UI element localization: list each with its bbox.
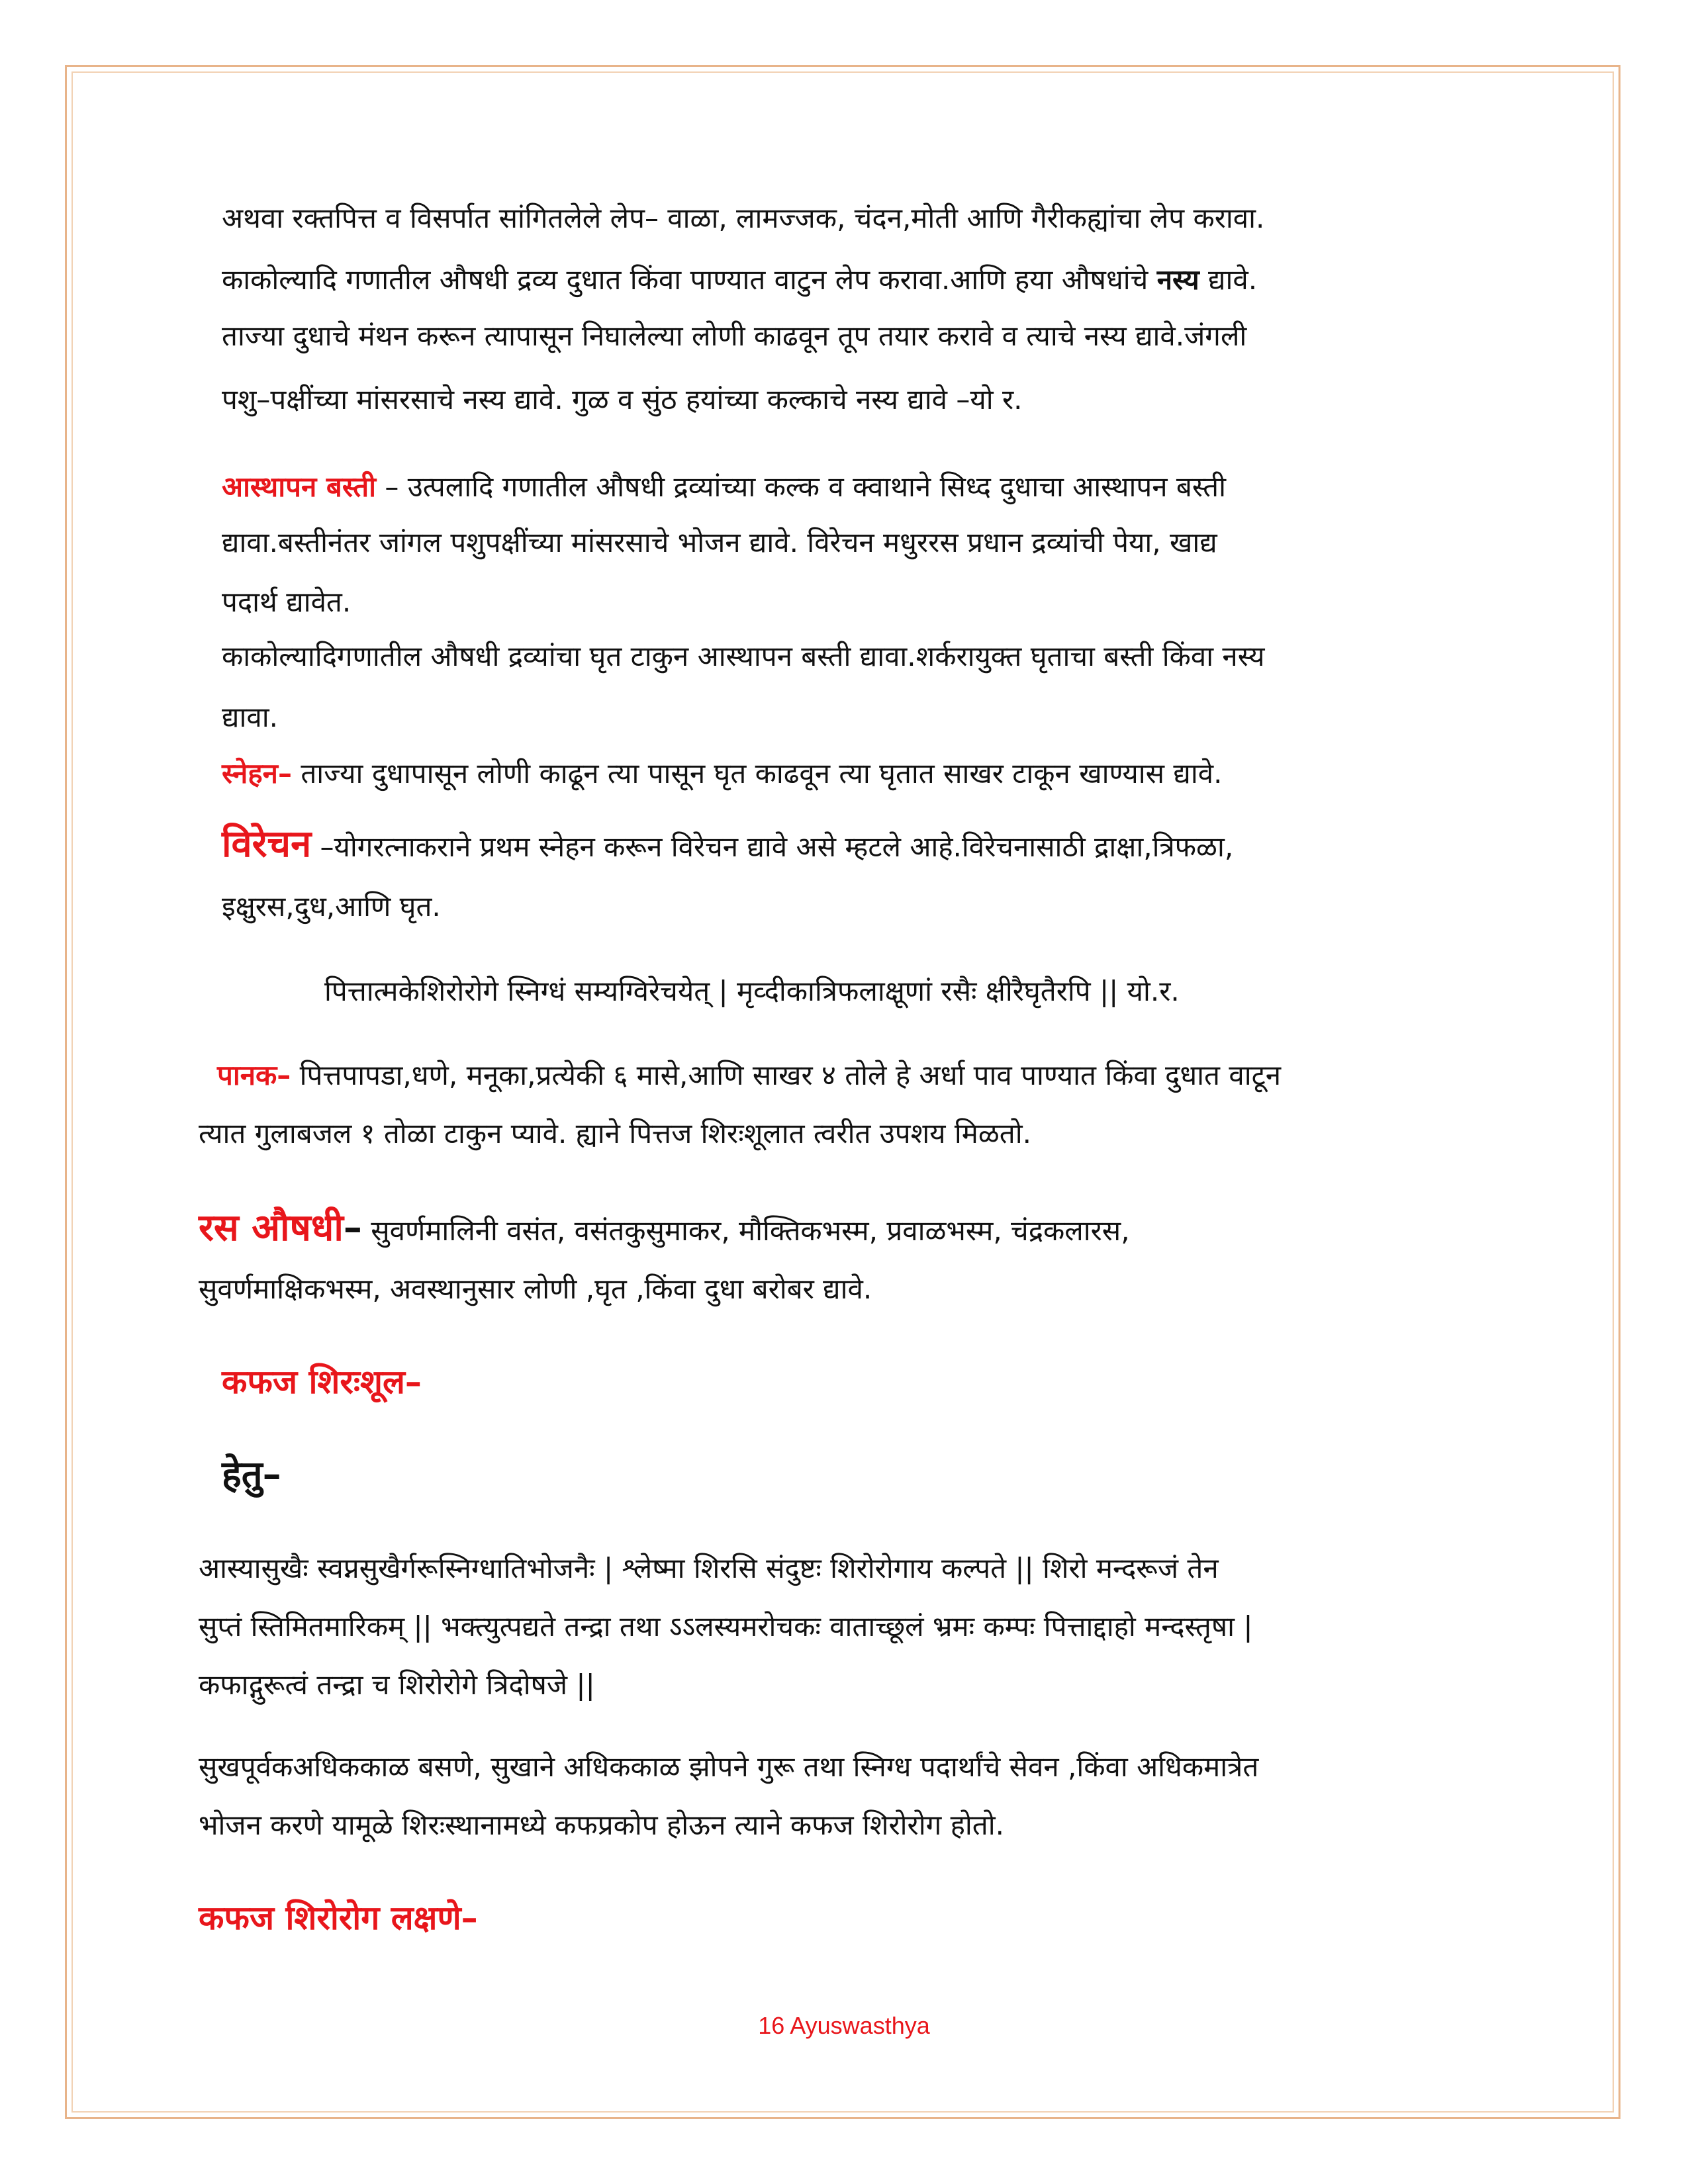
paragraph-line: अथवा रक्तपित्त व विसर्पात सांगितलेले लेप– वाळा, लामज्जक, चंदन,मोती आणि गैरीकह्यांचा लेप करावा. (222, 202, 1265, 234)
section-heading-ras: रस औषधी (199, 1206, 344, 1250)
section-heading-panak: पानक– (217, 1059, 291, 1091)
text-span: द्यावे. (1199, 263, 1258, 296)
explanation-line: सुखपूर्वकअधिककाळ बसणे, सुखाने अधिककाळ झोपने गुरू तथा स्निग्ध पदार्थांचे सेवन ,किंवा अधिकमात्रेत (199, 1751, 1259, 1783)
text-span: काकोल्यादि गणातील औषधी द्रव्य दुधात किंवा पाण्यात वाटुन लेप करावा.आणि हया औषधांचे (222, 263, 1157, 296)
text-span: – उत्पलादि गणातील औषधी द्रव्यांच्या कल्क व क्वाथाने सिध्द दुधाचा आस्थापन बस्ती (376, 471, 1226, 503)
text-span: –योगरत्नाकराने प्रथम स्नेहन करून विरेचन द्यावे असे म्हटले आहे.विरेचनासाठी द्राक्षा,त्रिफळा, (311, 831, 1234, 863)
asthapan-line: पदार्थ द्यावेत. (222, 586, 352, 618)
section-heading-snehan: स्नेहन– (222, 757, 292, 790)
text-span: सुवर्णमालिनी वसंत, वसंतकुसुमाकर, मौक्तिकभस्म, प्रवाळभस्म, चंद्रकलारस, (361, 1214, 1130, 1247)
asthapan-line: काकोल्यादिगणातील औषधी द्रव्यांचा घृत टाकुन आस्थापन बस्ती द्यावा.शर्करायुक्त घृताचा बस्ती किंवा नस्य (222, 640, 1265, 672)
ras-line: सुवर्णमाक्षिकभस्म, अवस्थानुसार लोणी ,घृत ,किंवा दुधा बरोबर द्यावे. (199, 1273, 872, 1305)
section-heading-virechan: विरेचन (222, 823, 312, 866)
heading-dash: – (343, 1206, 362, 1250)
section-heading-hetu: हेतु– (222, 1453, 281, 1496)
paragraph-line (222, 260, 1257, 300)
virechan-line: इक्षुरस,दुध,आणि घृत. (222, 890, 441, 923)
text-span: ताज्या दुधापासून लोणी काढून त्या पासून घृत काढवून त्या घृतात साखर टाकून खाण्यास द्यावे. (291, 757, 1223, 790)
panak-line (217, 1056, 1281, 1095)
snehan-line (222, 754, 1222, 794)
section-heading-kaphaj-shirashool: कफज शिरःशूल– (222, 1363, 422, 1401)
shloka-line: पित्तात्मकेशिरोरोगे स्निग्धं सम्यग्विरेचयेत् | मृव्दीकात्रिफलाक्षूणां रसैः क्षीरैघृतैरपि || यो.र. (324, 975, 1180, 1007)
asthapan-line (222, 467, 1226, 507)
paragraph-line: पशु–पक्षींच्या मांसरसाचे नस्य द्यावे. गुळ व सुंठ हयांच्या कल्काचे नस्य द्यावे –यो र. (222, 383, 1023, 416)
section-heading-asthapan: आस्थापन बस्ती (222, 471, 377, 503)
page-footer: 16 Ayuswasthya (758, 2012, 930, 2039)
asthapan-line: द्यावा. (222, 701, 278, 733)
explanation-line: भोजन करणे यामूळे शिरःस्थानामध्ये कफप्रकोप होऊन त्याने कफज शिरोरोग होतो. (199, 1809, 1004, 1841)
text-span: पित्तपापडा,धणे, मनूका,प्रत्येकी ६ मासे,आणि साखर ४ तोले हे अर्धा पाव पाण्यात किंवा दुधात वाटून (291, 1059, 1282, 1091)
paragraph-line: ताज्या दुधाचे मंथन करून त्यापासून निघालेल्या लोणी काढवून तूप तयार करावे व त्याचे नस्य द्यावे.जंगली (222, 320, 1247, 352)
section-heading-lakshane: कफज शिरोरोग लक्षणे– (199, 1899, 478, 1937)
bold-term-nasya: नस्य (1156, 263, 1199, 296)
shloka-line: सुप्तं स्तिमितमारिकम् || भक्त्युत्पद्यते तन्द्रा तथा ऽऽलस्यमरोचकः वाताच्छूलं भ्रमः कम्पः पित्ताद्दाहो मन्दस्तृषा | (199, 1610, 1253, 1643)
panak-line: त्यात गुलाबजल १ तोळा टाकुन प्यावे. ह्याने पित्तज शिरःशूलात त्वरीत उपशय मिळतो. (199, 1117, 1031, 1150)
asthapan-line: द्यावा.बस्तीनंतर जांगल पशुपक्षींच्या मांसरसाचे भोजन द्यावे. विरेचन मधुररस प्रधान द्रव्यांची पेया, खाद्य (222, 526, 1217, 559)
ras-line (199, 1205, 1130, 1255)
virechan-line (222, 821, 1233, 871)
shloka-line: कफाद्गुरूत्वं तन्द्रा च शिरोरोगे त्रिदोषजे || (199, 1668, 595, 1701)
shloka-line: आस्यासुखैः स्वप्नसुखैर्गरूस्निग्धातिभोजनैः | श्लेष्मा शिरसि संदुष्टः शिरोरोगाय कल्पते || शिरो मन्दरूजं तेन (199, 1552, 1219, 1584)
